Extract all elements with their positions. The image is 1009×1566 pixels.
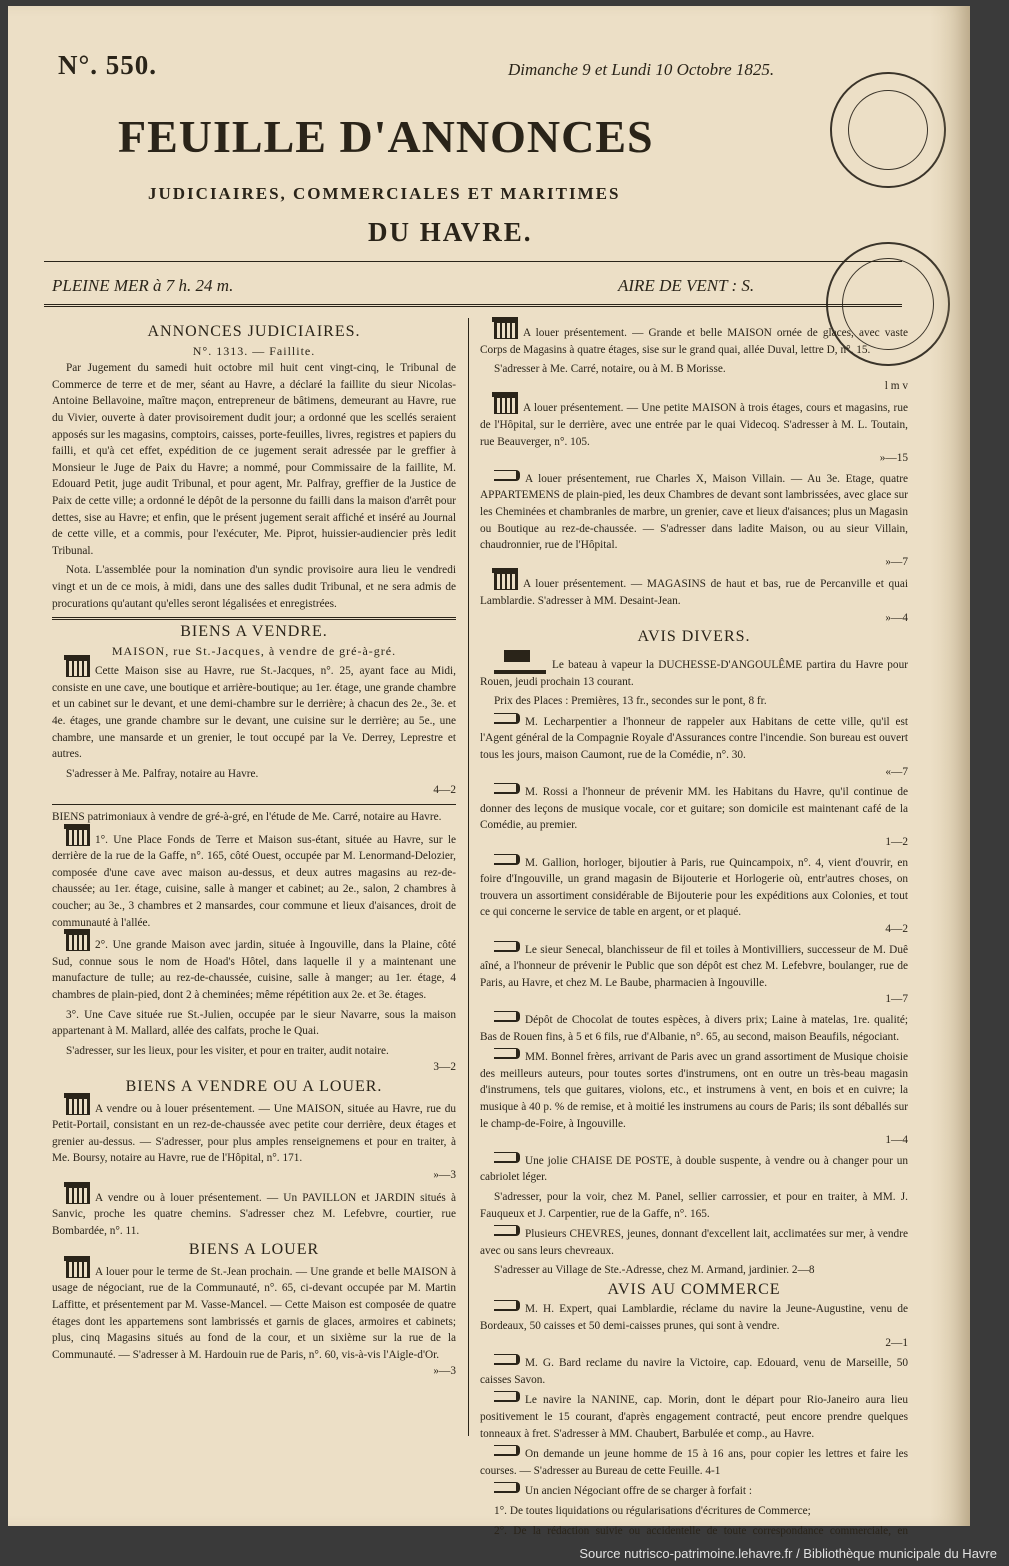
notice-text: 3—2 — [433, 1061, 456, 1074]
notice-paragraph — [52, 1007, 456, 1040]
hand-icon — [494, 1300, 520, 1311]
hand-icon — [494, 1011, 520, 1022]
right-column — [480, 322, 908, 1559]
notice-text: BIENS patrimoniaux à vendre de gré-à-gré, en l'étude de Me. Carré, notaire au Havre. — [52, 811, 442, 824]
notice-text: »—7 — [885, 555, 908, 568]
house-icon — [494, 397, 518, 414]
notice-paragraph — [480, 1503, 908, 1520]
notice-paragraph — [480, 1445, 908, 1479]
notice-text: 3°. Une Cave située rue St.-Julien, occupée par le sieur Navarre, sous la maison appartenant à M. Mallard, allée des calfats, proche le Quai. — [52, 1008, 456, 1038]
notice-paragraph — [480, 693, 908, 710]
notice-text: On demande un jeune homme de 15 à 16 ans, pour copier les lettres et faire les courses. — S'adresser au Bureau de cette Feuille. 4-1 — [480, 1448, 908, 1477]
hand-icon — [494, 713, 520, 724]
notice-paragraph — [480, 1354, 908, 1388]
hand-icon — [494, 854, 520, 865]
house-icon — [66, 1261, 90, 1278]
newspaper-city: DU HAVRE. — [368, 217, 533, 247]
house-icon — [66, 1187, 90, 1204]
notice-text: MAISON, rue St.-Jacques, à vendre de gré-à-gré. — [111, 643, 397, 658]
insertion-ref — [480, 610, 908, 627]
notice-text: 4—2 — [885, 923, 908, 935]
notice-paragraph — [480, 397, 908, 450]
hand-icon — [494, 1152, 520, 1163]
notice-text: 2°. De la rédaction suivie ou accidentelle de toute correspondance commerciale, en — [494, 1524, 908, 1537]
insertion-ref — [52, 1363, 456, 1380]
notice-text: A vendre ou à louer présentement. — Un PAVILLON et JARDIN situés à Sanvic, proche les quatre chemins. S'adresser chez M. Lefebvre, courtier, rue Bombardée, n°. 11. — [52, 1191, 456, 1237]
hand-icon — [494, 783, 520, 794]
notice-paragraph — [480, 1189, 908, 1222]
notice-text: »—3 — [433, 1168, 456, 1181]
masthead-rule-bottom — [44, 304, 902, 307]
insertion-ref — [480, 378, 908, 395]
house-icon — [66, 1098, 90, 1115]
notice-paragraph — [52, 809, 456, 826]
notice-paragraph — [480, 322, 908, 358]
notice-text: Une jolie CHAISE DE POSTE, à double suspente, à vendre ou à changer pour un cabriolet léger. — [480, 1154, 908, 1184]
newspaper-subtitle: JUDICIAIRES, COMMERCIALES ET MARITIMES — [148, 184, 621, 203]
notice-text: S'adresser au Village de Ste.-Adresse, chez M. Armand, jardinier. 2—8 — [494, 1264, 815, 1277]
notice-paragraph — [480, 1391, 908, 1442]
notice-subheading — [52, 643, 456, 660]
notice-paragraph — [480, 648, 908, 691]
notice-paragraph — [480, 783, 908, 834]
section-heading — [480, 1282, 908, 1299]
notice-text: N°. 1313. — Faillite. — [192, 343, 316, 358]
notice-paragraph — [480, 573, 908, 609]
section-heading — [480, 629, 908, 646]
notice-text: 2—1 — [885, 1336, 908, 1349]
newspaper-page — [8, 6, 970, 1537]
notice-text: Cette Maison sise au Havre, rue St.-Jacques, n°. 25, ayant face au Midi, consiste en une cave, une boutique et arrière-boutique; au 1er. étage, une grande chambre et un cabinet sur le devant, et une demi-chambre sur le derrière; à chacun des 2e., 3e. et 4e. étages, une grande chambre sur le devant, une cuisine sur le derrière; au 5e., une chambre, une mansarde et un grenier, le tout occupé par la Ve. Derrey, Leprestre et autres. — [52, 665, 456, 761]
issue-number: N°. 550. — [58, 50, 158, 80]
insertion-ref — [480, 1132, 908, 1149]
insertion-ref — [480, 921, 908, 938]
notice-text: MM. Bonnel frères, arrivant de Paris avec un grand assortiment de Musique choisie des meilleurs auteurs, pour toutes sortes d'instrumens, ont en outre un très-beau magasin d'instrumens, tels que guitares, violons, etc., et instrumens à vent, en bois et en cuivre; la musique à 40 p. % de remise, et à moitié les instrumens au cours de Paris; ils sont déballés sur le champ-de-Foire, à Ingouville. — [480, 1051, 908, 1130]
notice-text: 1—4 — [885, 1134, 908, 1147]
notice-text: A vendre ou à louer présentement. — Une MAISON, située au Havre, rue du Petit-Portail, consistant en un rez-de-chaussée avec petite cour derrière, deux étages et grenier au-dessus. — S'adresser, pour plus amples renseignemens et pour en traiter, à Me. Boursy, notaire au Havre, rue de l'Hôpital, n°. 171. — [52, 1102, 456, 1165]
notice-text: Plusieurs CHEVRES, jeunes, donnant d'excellent lait, acclimatées sur mer, à vendre avec ou sans leurs chevreaux. — [480, 1228, 908, 1257]
notice-paragraph — [52, 766, 456, 783]
insertion-ref — [480, 764, 908, 781]
source-footer — [0, 1540, 1009, 1566]
notice-paragraph — [52, 660, 456, 763]
notice-paragraph — [52, 562, 456, 612]
masthead-rule-top — [44, 261, 902, 262]
notice-text: 1°. Une Place Fonds de Terre et Maison sus-étant, située au Havre, sur le derrière de la rue de la Gaffe, n°. 165, côté Ouest, occupée par M. Lenormand-Delozier, composée d'une cave avec maison au-dessus, et deux autres magasins au rez-de-chaussée; au 1er. étage, cuisine, salle à manger et cabinet; au 2e., salon, 2 chambres à coucher; au 3e., 3 chambres et 2 mansardes, cour commune et lieux d'aisances, droit de communauté à l'allée. — [52, 833, 456, 929]
notice-paragraph — [480, 361, 908, 378]
insertion-ref — [480, 1335, 908, 1352]
notice-text: 1°. De toutes liquidations ou régularisations d'écritures de Commerce; — [494, 1505, 811, 1517]
notice-text: S'adresser, sur les lieux, pour les visiter, et pour en traiter, audit notaire. — [66, 1044, 389, 1057]
hand-icon — [494, 941, 520, 952]
notice-paragraph — [480, 713, 908, 764]
notice-paragraph — [52, 360, 456, 559]
notice-text: Prix des Places : Premières, 13 fr., secondes sur le pont, 8 fr. — [494, 695, 767, 708]
newspaper-title: FEUILLE D'ANNONCES — [118, 111, 654, 162]
section-heading — [52, 624, 456, 641]
hand-icon — [494, 470, 520, 481]
notice-text: S'adresser à Me. Carré, notaire, ou à M. B Morisse. — [494, 363, 726, 376]
notice-text: A louer présentement. — MAGASINS de haut et bas, rue de Percanville et quai Lamblardie. S'adresser à MM. Desaint-Jean. — [480, 578, 908, 607]
notice-paragraph — [480, 1300, 908, 1334]
notice-text: Le navire la NANINE, cap. Morin, dont le départ pour Rio-Janeiro aura lieu positivement le 15 courant, d'après engagement contracté, peut encore prendre quelques tonneaux à fret. S'adresser à MM. Chaubert, Barbulée et comp., au Havre. — [480, 1394, 908, 1440]
notice-text: S'adresser, pour la voir, chez M. Panel, sellier carrossier, et pour en traiter, à MM. J. Fauqueux et J. Carpentier, rue de la Gaffe, n°. 165. — [480, 1190, 908, 1220]
insertion-ref — [480, 991, 908, 1008]
notice-text: M. Gallion, horloger, bijoutier à Paris, rue Quincampoix, n°. 4, vient d'ouvrir, en foire d'Ingouville, un grand magasin de Bijouterie et Horlogerie où, entr'autres choses, on trouvera un assortiment considérable de Bijouterie pour les expéditions aux Colonies, et tout ce qui concerne le service de table en argent, or et plaqué. — [480, 856, 908, 919]
notice-text: BIENS A LOUER — [188, 1241, 320, 1259]
notice-paragraph — [480, 1152, 908, 1186]
notice-text: »—4 — [885, 611, 908, 624]
insertion-ref — [52, 1167, 456, 1184]
notice-paragraph — [480, 1011, 908, 1045]
notice-paragraph — [480, 1048, 908, 1132]
notice-text: »—3 — [433, 1365, 456, 1378]
notice-paragraph — [52, 934, 456, 1003]
column-divider — [468, 318, 469, 1436]
notice-text: »—15 — [879, 452, 908, 465]
notice-text: Un ancien Négociant offre de se charger à forfait : — [525, 1485, 752, 1498]
house-icon — [494, 573, 518, 590]
notice-paragraph — [480, 1262, 908, 1279]
notice-text: «—7 — [885, 765, 908, 778]
notice-paragraph — [480, 941, 908, 992]
source-credit: Source nutrisco-patrimoine.lehavre.fr / Bibliothèque municipale du Havre — [579, 1546, 997, 1561]
house-icon — [494, 322, 518, 339]
hand-icon — [494, 1482, 520, 1493]
notice-subheading — [52, 343, 456, 360]
hand-icon — [494, 1225, 520, 1236]
house-icon — [66, 934, 90, 951]
notice-paragraph — [52, 1187, 456, 1240]
separator-rule — [52, 617, 456, 620]
notice-paragraph — [52, 1098, 456, 1167]
notice-text: M. G. Bard reclame du navire la Victoire, cap. Edouard, venu de Marseille, 50 caisses Savon. — [480, 1357, 908, 1386]
notice-text: A louer présentement. — Grande et belle MAISON ornée de glaces, avec vaste Corps de Magasins à quatre étages, sise sur le grand quai, allée Duval, lettre D, n°. 15. — [480, 327, 908, 356]
left-column — [52, 322, 456, 1383]
section-heading — [52, 324, 456, 341]
insertion-ref — [480, 834, 908, 851]
notice-text: S'adresser à Me. Palfray, notaire au Havre. — [66, 767, 259, 780]
notice-paragraph — [52, 1261, 456, 1364]
notice-text: 2°. Une grande Maison avec jardin, située à Ingouville, dans la Plaine, côté Sud, connue sous le nom de Hoad's Hôtel, dans laquelle il y a maintenant une manufacture de tulle; au rez-de-chaussée, cuisine, salle à manger; au 1er. étage, 4 chambres de plain-pied, dont 2 à cheminées; même répétition aux 2e. et 3e. étages. — [52, 939, 456, 1001]
notice-text: BIENS A VENDRE. — [180, 623, 328, 641]
section-heading — [52, 1242, 456, 1259]
insertion-ref — [480, 450, 908, 467]
notice-text: A louer pour le terme de St.-Jean prochain. — Une grande et belle MAISON à usage de négociant, rue de la Communauté, n°. 65, ci-devant occupée par M. Martin Laffitte, et présentement par M. Vasse-Mancel. — Cette Maison est composée de quatre étages dont les appartemens sont lambrissés et garnis de glaces, armoires et cabinets; plus, cinq Magasins situés au fond de la cour, et un sixième sur la rue de la Communauté. — S'adresser à M. Hardouin rue de Paris, n°. 60, vis-à-vis l'Aigle-d'Or. — [52, 1265, 456, 1361]
insertion-ref — [480, 554, 908, 571]
notice-paragraph — [52, 1043, 456, 1060]
notice-paragraph — [480, 1482, 908, 1500]
house-icon — [66, 829, 90, 846]
notice-text: AVIS DIVERS. — [637, 628, 751, 646]
notice-paragraph — [480, 854, 908, 921]
notice-text: BIENS A VENDRE OU A LOUER. — [125, 1077, 383, 1095]
hand-icon — [494, 1445, 520, 1456]
notice-text: M. Rossi a l'honneur de prévenir MM. les Habitans du Havre, qu'il continue de donner des leçons de musique vocale, cor et guitare; son domicile est maintenant café de la Comédie, au premier. — [480, 786, 908, 832]
house-icon — [66, 660, 90, 677]
timbre-stamp — [830, 72, 946, 188]
notice-text: Nota. L'assemblée pour la nomination d'un syndic provisoire aura lieu le vendredi vingt et un de ce mois, à midi, dans une des salles dudit Tribunal, et ne sera admis de procurations qu'autant qu'elles seront légalisées et enregistrées. — [52, 564, 456, 610]
hand-icon — [494, 1048, 520, 1059]
insertion-ref — [52, 1059, 456, 1076]
section-heading — [52, 1079, 456, 1096]
notice-text: 1—2 — [885, 836, 908, 849]
notice-text: A louer présentement, rue Charles X, Maison Villain. — Au 3e. Etage, quatre APPARTEMENS de plain-pied, les deux Chambres de devant sont lambrissées, avec glace sur les Cheminées et chambranles de marbre, un grenier, cave et lieux d'aisances; plus un Magasin ou Boutique au rez-de-chaussée. — S'adresser dans ladite Maison, ou au sieur Villain, chaudronnier, rue de l'Hôpital. — [480, 472, 908, 552]
notice-text: M. H. Expert, quai Lamblardie, réclame du navire la Jeune-Augustine, venu de Bordeaux, 50 caisses et 50 demi-caisses prunes, qui sont à vendre. — [480, 1303, 908, 1333]
notice-text: Le bateau à vapeur la DUCHESSE-D'ANGOULÊME partira du Havre pour Rouen, jeudi prochain 13 courant. — [480, 658, 908, 688]
steamer-icon — [494, 648, 546, 674]
issue-date: Dimanche 9 et Lundi 10 Octobre 1825. — [508, 60, 775, 79]
notice-text: M. Lecharpentier a l'honneur de rappeler aux Habitans de cette ville, qu'il est l'Agent général de la Compagnie Royale d'Assurances contre l'incendie. Son bureau est ouvert tous les jours, maison Caumont, rue de la Comédie, n°. 30. — [480, 715, 908, 762]
separator-rule — [52, 804, 456, 805]
notice-text: l m v — [884, 379, 908, 392]
wind-info: AIRE DE VENT : S. — [618, 276, 755, 295]
notice-paragraph — [480, 1225, 908, 1259]
notice-paragraph — [52, 829, 456, 932]
notice-text: AVIS AU COMMERCE — [607, 1280, 781, 1298]
notice-text: Le sieur Senecal, blanchisseur de fil et toiles à Montivilliers, successeur de M. Duê aîné, a l'honneur de prévenir le Public que son dépôt est chez M. Lefebvre, boulanger, rue de Paris, au Havre, et chez M. Le Baube, pharmacien à Ingouville. — [480, 943, 908, 989]
notice-text: A louer présentement. — Une petite MAISON à trois étages, cours et magasins, rue de l'Hôpital, sur le derrière, avec une entrée par le quai Videcoq. S'adresser à M. L. Toutain, rue Beauverger, n°. 105. — [480, 402, 908, 448]
notice-text: 4—2 — [433, 784, 456, 797]
notice-text: 1—7 — [885, 993, 908, 1006]
hand-icon — [494, 1391, 520, 1402]
notice-text: Dépôt de Chocolat de toutes espèces, à divers prix; Laine à matelas, 1re. qualité; Bas de Rouen fins, à 5 et 6 fils, rue d'Albanie, n°. 65, au second, maison Beaufils, négociant. — [480, 1013, 908, 1043]
insertion-ref — [52, 782, 456, 799]
notice-text: Par Jugement du samedi huit octobre mil huit cent vingt-cinq, le Tribunal de Commerce de terre et de mer, séant au Havre, a déclaré la faillite du sieur Nicolas-Antoine Bellavoine, maître maçon, entrepreneur de bâtimens, demeurant au Havre, rue du Vivier, ouverte à dater provisoirement dudit jour; a ordonné que les scellés seraient apposés sur les magasins, comptoirs, caisses, porte-feuilles, livres, registres et papiers du failli, et qu'à cet effet, expédition de ce jugement serait adressée par le greffier à Monsieur le Juge de Paix du Havre; a nommé, pour Commissaire de la faillite, M. Edouard Petit, juge audit Tribunal, et pour agent, Mr. Palfray, greffier de la Justice de Paix de cette ville; a ordonné le dépôt de la personne du failli dans la maison d'arrêt pour dettes, sise au Havre; et enfin, que le présent jugement serait affiché et inséré au Journal de cette ville, et a commis, pour l'exécuter, Me. Piprot, huissier-audiencier près ledit Tribunal. — [52, 362, 456, 557]
notice-paragraph — [480, 470, 908, 554]
notice-text: ANNONCES JUDICIAIRES. — [147, 323, 361, 340]
hand-icon — [494, 1354, 520, 1365]
tide-info: PLEINE MER à 7 h. 24 m. — [52, 276, 234, 295]
